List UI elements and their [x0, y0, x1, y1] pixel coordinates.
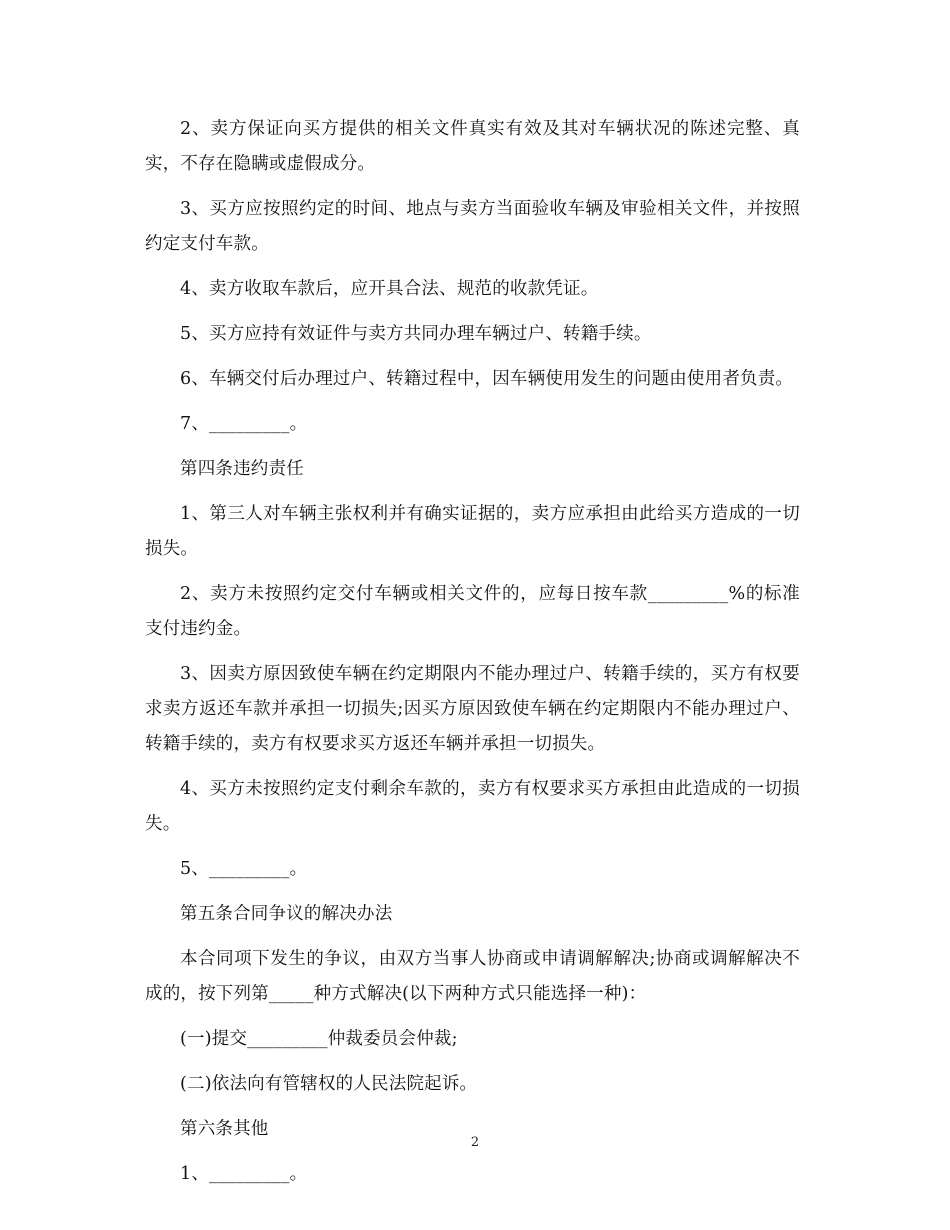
section-heading-other: 第六条其他 — [180, 1119, 269, 1139]
clause-transfer-procedure: 5、买方应持有效证件与卖方共同办理车辆过户、转籍手续。 — [180, 324, 652, 344]
dispute-option-arbitration: (一)提交_________仲裁委员会仲裁; — [180, 1029, 458, 1049]
breach-clause-3: 3、因卖方原因致使车辆在约定期限内不能办理过户、转籍手续的，买方有权要求卖方返还车款并承担一切损失;因买方原因致使车辆在约定期限内不能办理过户、转籍手续的，卖方有权要求买方返还车辆并承担一切损失。 — [145, 664, 800, 754]
dispute-clause-intro: 本合同项下发生的争议，由双方当事人协商或申请调解解决;协商或调解解决不成的，按下列第_____种方式解决(以下两种方式只能选择一种)： — [145, 949, 800, 1004]
clause-seller-guarantee: 2、卖方保证向买方提供的相关文件真实有效及其对车辆状况的陈述完整、真实，不存在隐瞒或虚假成分。 — [145, 119, 800, 174]
clause-blank-7: 7、_________。 — [180, 414, 308, 434]
breach-clause-1: 1、第三人对车辆主张权利并有确实证据的，卖方应承担由此给买方造成的一切损失。 — [145, 504, 800, 559]
section-heading-dispute: 第五条合同争议的解决办法 — [180, 904, 393, 924]
section-heading-breach: 第四条违约责任 — [180, 459, 304, 479]
clause-seller-receipt: 4、卖方收取车款后，应开具合法、规范的收款凭证。 — [180, 279, 599, 299]
dispute-option-court: (二)依法向有管辖权的人民法院起诉。 — [180, 1074, 478, 1094]
document-body — [145, 112, 800, 1202]
clause-buyer-inspection: 3、买方应按照约定的时间、地点与卖方当面验收车辆及审验相关文件，并按照约定支付车款。 — [145, 199, 800, 254]
breach-clause-5: 5、_________。 — [180, 859, 308, 879]
clause-post-delivery: 6、车辆交付后办理过户、转籍过程中，因车辆使用发生的问题由使用者负责。 — [180, 369, 794, 389]
breach-clause-4: 4、买方未按照约定支付剩余车款的，卖方有权要求买方承担由此造成的一切损失。 — [145, 779, 800, 834]
other-clause-1: 1、_________。 — [180, 1164, 308, 1184]
breach-clause-2: 2、卖方未按照约定交付车辆或相关文件的，应每日按车款_________%的标准支付违约金。 — [145, 584, 800, 639]
page-number: 2 — [470, 1135, 480, 1150]
